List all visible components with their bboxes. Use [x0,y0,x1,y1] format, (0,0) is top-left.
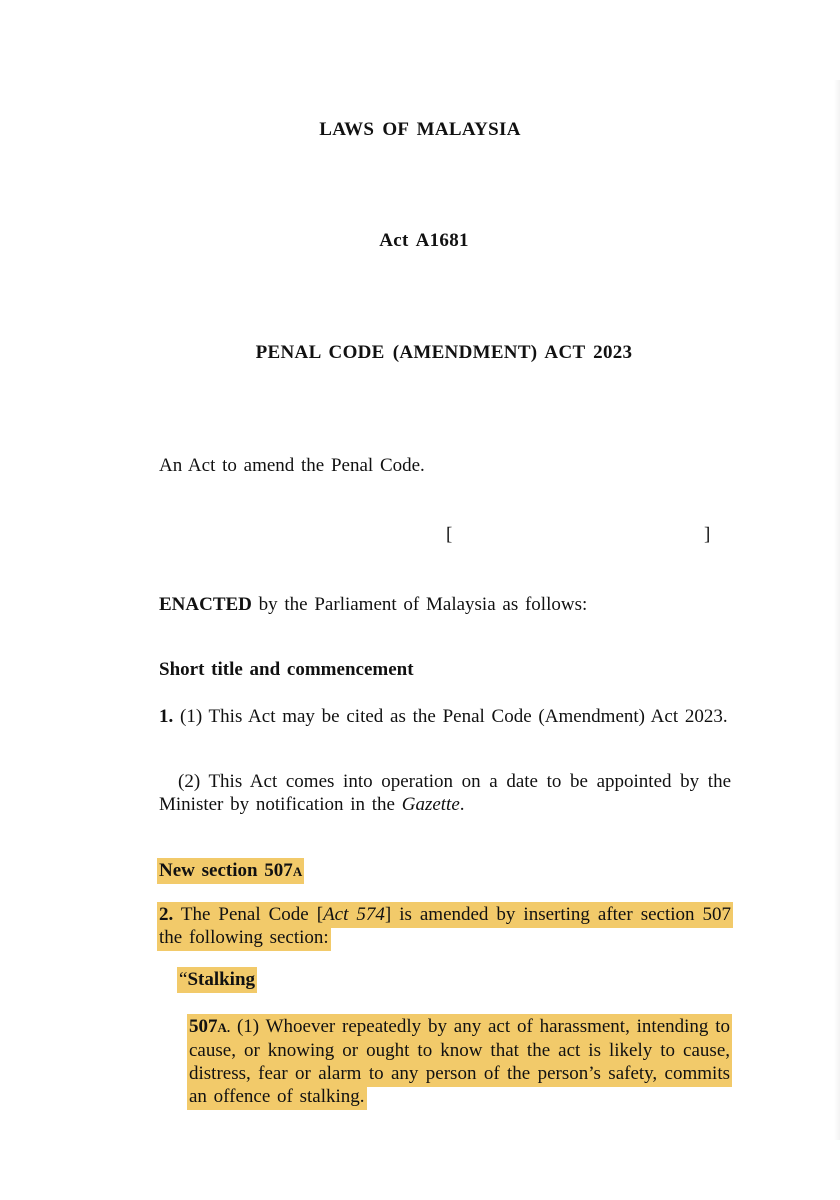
enacted-word: ENACTED [159,594,252,615]
enacted-rest: by the Parliament of Malaysia as follows: [251,594,588,615]
section-507a-body: (1) Whoever repeatedly by any act of harassment, intending to cause, or knowing or ought to know that the act is likely to cause, distress, fear or alarm to any person of the person’s safety, commits an offence of stalking. [189,1016,730,1107]
act-title: PENAL CODE (AMENDMENT) ACT 2023 [255,342,633,363]
laws-title: LAWS OF MALAYSIA [319,119,521,140]
section-2-text-start: The Penal Code [ [173,904,324,925]
section-1-sub2-text: (2) This Act comes into operation on a date to be appointed by the Minister by notification in the [159,771,731,815]
section-507a-number: 507A. [189,1016,231,1037]
act-574-ref: Act 574 [323,904,385,925]
open-quote: “ [179,969,188,990]
section-1-sub2-end: . [459,794,465,815]
section-1-sub1-text: (1) This Act may be cited as the Penal Code (Amendment) Act 2023. [173,706,728,727]
section-2-heading [157,859,304,883]
section-1-subsection-1 [159,705,731,728]
section-1-heading: Short title and commencement [159,659,414,680]
gazette-word: Gazette [401,794,460,815]
stalking-heading [177,968,257,991]
section-2-heading-main: New section 507 [159,860,293,881]
long-title: An Act to amend the Penal Code. [159,455,425,476]
section-2-heading-suffix: A [292,864,303,879]
enacting-clause [159,593,587,616]
section-507a-text [187,1015,732,1108]
section-2-number: 2. [159,904,174,925]
date-close-bracket: ] [704,524,711,545]
section-2-text [157,903,733,949]
date-open-bracket: [ [446,524,453,545]
stalking-heading-text: Stalking [187,969,256,990]
section-1-subsection-2 [159,770,731,816]
act-number: Act A1681 [379,230,469,251]
section-1-number: 1. [159,706,174,727]
section-2-text-end: ] is amended by inserting after section 507 the following section: [159,904,731,948]
